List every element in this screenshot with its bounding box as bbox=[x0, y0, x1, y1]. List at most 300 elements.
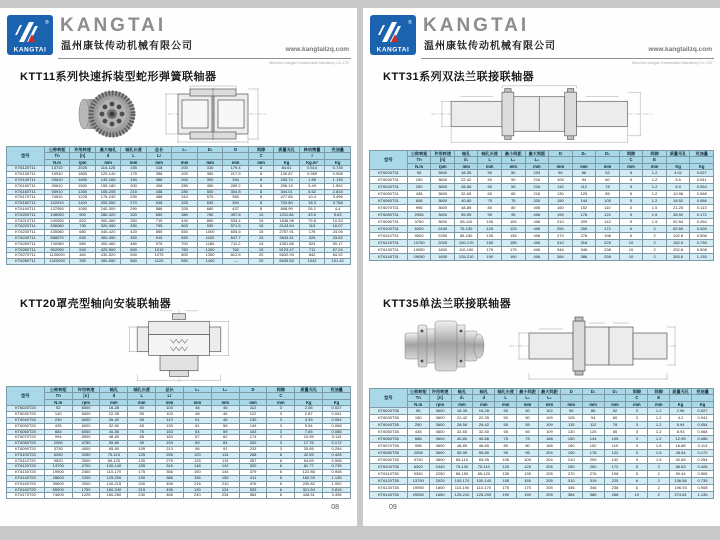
value-cell: 1211.84 bbox=[274, 212, 300, 218]
model-cell: KT6050T20 bbox=[7, 423, 45, 429]
value-cell: 60 bbox=[604, 415, 626, 422]
value-cell: 0.172 bbox=[690, 212, 714, 219]
value-cell: 310 bbox=[549, 240, 573, 247]
value-cell: 394 bbox=[223, 201, 249, 207]
value-cell: 55910 bbox=[44, 189, 70, 195]
table-row bbox=[370, 233, 714, 240]
model-cell: KT6100T31 bbox=[370, 226, 408, 233]
value-cell: 190 bbox=[478, 254, 502, 261]
value-cell: 1.5 bbox=[643, 212, 667, 219]
value-cell: 1650 bbox=[70, 177, 96, 183]
column-header: d bbox=[95, 153, 121, 159]
value-cell: 125 bbox=[517, 464, 539, 471]
column-header: 轴孔长度 bbox=[495, 389, 517, 395]
value-cell: 18.3 bbox=[299, 201, 325, 207]
value-cell: 150 bbox=[183, 470, 211, 476]
value-cell: 234 bbox=[211, 493, 239, 499]
value-cell: 477.65 bbox=[274, 195, 300, 201]
model-cell: KT6260T11 bbox=[7, 247, 45, 253]
model-cell: KT6230T11 bbox=[7, 230, 45, 236]
value-cell: 3600 bbox=[429, 450, 451, 457]
value-cell: 380 bbox=[172, 212, 198, 218]
value-cell: 105 bbox=[604, 436, 626, 443]
ktt35-spec-table bbox=[369, 388, 714, 499]
value-cell: 550 bbox=[172, 230, 198, 236]
value-cell: 205 bbox=[538, 464, 560, 471]
value-cell: 95 bbox=[495, 450, 517, 457]
value-cell: 3750 bbox=[407, 457, 429, 464]
value-cell: 84.92 bbox=[325, 253, 351, 259]
table-row bbox=[370, 443, 714, 450]
model-cell: KT6160T20 bbox=[7, 487, 45, 493]
column-header: mm bbox=[643, 163, 667, 169]
value-cell: 48 bbox=[183, 412, 211, 418]
table-row bbox=[370, 198, 714, 205]
value-cell: 5.94 bbox=[670, 422, 692, 429]
value-cell: 2200 bbox=[72, 475, 100, 481]
value-cell: 75 bbox=[478, 198, 502, 205]
value-cell: 100-170 bbox=[454, 240, 478, 247]
value-cell: 4351.88 bbox=[274, 241, 300, 247]
value-cell: 84.61 bbox=[274, 166, 300, 172]
value-cell: 156 bbox=[183, 475, 211, 481]
value-cell: 329 bbox=[299, 235, 325, 241]
value-cell: 150 bbox=[560, 436, 582, 443]
value-cell: 0.254 bbox=[323, 446, 351, 452]
value-cell: 850 bbox=[172, 259, 198, 265]
column-header: mm bbox=[197, 159, 223, 165]
value-cell: 59 bbox=[211, 429, 239, 435]
value-cell: 2 bbox=[643, 254, 667, 261]
value-cell: 3643.41 bbox=[274, 235, 300, 241]
value-cell: 84 bbox=[211, 441, 239, 447]
value-cell: 142 bbox=[604, 457, 626, 464]
value-cell: 65 bbox=[502, 191, 526, 198]
value-cell: 175 bbox=[299, 230, 325, 236]
value-cell: 162.9 bbox=[666, 240, 690, 247]
value-cell: 15 bbox=[248, 218, 274, 224]
value-cell: 270 bbox=[560, 471, 582, 478]
value-cell: 548 bbox=[146, 201, 172, 207]
value-cell: 200 bbox=[172, 172, 198, 178]
value-cell: 125-210 bbox=[454, 254, 478, 261]
value-cell: 258 bbox=[596, 254, 620, 261]
value-cell: 325 bbox=[172, 201, 198, 207]
value-cell: 0.172 bbox=[323, 441, 351, 447]
header-divider bbox=[58, 58, 351, 59]
value-cell: 2 bbox=[648, 485, 670, 492]
value-cell: 101.42 bbox=[325, 259, 351, 265]
column-header: L₂ bbox=[211, 387, 239, 393]
value-cell: 2.87 bbox=[295, 412, 323, 418]
value-cell: 1050 bbox=[70, 206, 96, 212]
value-cell: 350 bbox=[197, 172, 223, 178]
value-cell: 50 bbox=[478, 177, 502, 184]
model-cell: KT6190T11 bbox=[7, 206, 45, 212]
value-cell: 209 bbox=[572, 219, 596, 226]
table-row bbox=[7, 259, 351, 265]
ktt20-technical-drawing bbox=[99, 308, 259, 384]
value-cell: 3250 bbox=[72, 452, 100, 458]
value-cell: 1.5 bbox=[648, 450, 670, 457]
value-cell: 105 bbox=[502, 219, 526, 226]
value-cell: 10.53 bbox=[325, 218, 351, 224]
column-header: 间隙 bbox=[643, 151, 667, 157]
value-cell: 0.113 bbox=[323, 435, 351, 441]
value-cell: 85 bbox=[604, 429, 626, 436]
value-cell: 48-85 bbox=[451, 443, 473, 450]
value-cell: 215 bbox=[121, 189, 147, 195]
value-cell: 75 bbox=[495, 436, 517, 443]
column-header: 充油量 bbox=[323, 387, 351, 393]
model-cell: KT6020T31 bbox=[370, 170, 408, 177]
column-header: 最大间距 bbox=[525, 151, 549, 157]
value-cell: 250 bbox=[407, 422, 429, 429]
value-cell: 110-190 bbox=[451, 485, 473, 492]
value-cell: 0.908 bbox=[323, 470, 351, 476]
table-row bbox=[370, 408, 714, 415]
value-cell: 1.2 bbox=[643, 170, 667, 177]
model-cell: KT6120T31 bbox=[370, 240, 408, 247]
value-cell: 8 bbox=[248, 206, 274, 212]
value-cell: 0.735 bbox=[325, 166, 351, 172]
value-cell: 3 bbox=[267, 429, 295, 435]
website-url: www.kangtailzq.com bbox=[648, 46, 712, 53]
value-cell: 1.135 bbox=[325, 177, 351, 183]
model-cell: KT6030T35 bbox=[370, 415, 408, 422]
column-header: 轴孔 bbox=[473, 389, 495, 395]
value-cell: 125 bbox=[495, 464, 517, 471]
value-cell: 80 bbox=[517, 443, 539, 450]
value-cell: 680 bbox=[70, 230, 96, 236]
value-cell: 2.815 bbox=[323, 487, 351, 493]
value-cell: 130 bbox=[239, 417, 267, 423]
value-cell: 95 bbox=[502, 212, 526, 219]
value-cell: 39600 bbox=[44, 481, 72, 487]
value-cell: 125-210 bbox=[451, 492, 473, 499]
value-cell: 795 bbox=[146, 224, 172, 230]
value-cell: 254 bbox=[223, 177, 249, 183]
value-cell: 198 bbox=[604, 471, 626, 478]
column-header: mm bbox=[604, 401, 626, 407]
table-row bbox=[370, 450, 714, 457]
column-header: mm bbox=[538, 401, 560, 407]
value-cell: 1180 bbox=[197, 241, 223, 247]
value-cell: 438 bbox=[146, 189, 172, 195]
value-cell: 0.027 bbox=[692, 408, 714, 415]
value-cell: 163 bbox=[156, 435, 184, 441]
value-cell: 0.514 bbox=[299, 166, 325, 172]
kangtai-logo-icon bbox=[370, 15, 416, 55]
column-header: 间隙 bbox=[248, 147, 274, 153]
value-cell: 175 bbox=[502, 247, 526, 254]
model-cell: KT6170T11 bbox=[7, 195, 45, 201]
value-cell: 0.113 bbox=[692, 443, 714, 450]
value-cell: 252.8 bbox=[666, 247, 690, 254]
value-cell: 110-170 bbox=[100, 470, 128, 476]
value-cell: 2025 bbox=[70, 166, 96, 172]
value-cell: 350 bbox=[121, 218, 147, 224]
value-cell: 135 bbox=[478, 233, 502, 240]
value-cell: 80 bbox=[478, 205, 502, 212]
column-header: mm bbox=[100, 399, 128, 405]
column-header-model: 型号 bbox=[7, 387, 45, 406]
value-cell: 6 bbox=[267, 464, 295, 470]
kangtai-logo bbox=[370, 15, 416, 55]
value-cell: 193 bbox=[156, 441, 184, 447]
value-cell: 61 bbox=[183, 423, 211, 429]
value-cell: 130.87 bbox=[274, 172, 300, 178]
value-cell: 67.24 bbox=[325, 247, 351, 253]
value-cell: 0.426 bbox=[692, 464, 714, 471]
value-cell: 2 bbox=[648, 464, 670, 471]
value-cell: 200 bbox=[121, 183, 147, 189]
value-cell: 8 bbox=[248, 166, 274, 172]
model-cell: KT6210T11 bbox=[7, 218, 45, 224]
value-cell: 6 bbox=[267, 475, 295, 481]
value-cell: 1100 bbox=[197, 235, 223, 241]
value-cell: 130 bbox=[183, 487, 211, 493]
model-cell: KT6120T35 bbox=[370, 478, 408, 485]
value-cell: 190 bbox=[560, 450, 582, 457]
value-cell: 1.2 bbox=[643, 198, 667, 205]
value-cell: 150 bbox=[407, 415, 429, 422]
model-cell: KT6040T35 bbox=[370, 422, 408, 429]
value-cell: 46 bbox=[211, 406, 239, 412]
value-cell: 1.5 bbox=[643, 219, 667, 226]
value-cell: 0.508 bbox=[692, 471, 714, 478]
value-cell: 112 bbox=[572, 184, 596, 191]
value-cell: 204 bbox=[538, 450, 560, 457]
column-header: L₂ bbox=[525, 157, 549, 163]
logo-wordmark: KANGTAI bbox=[13, 46, 47, 54]
table-row bbox=[370, 422, 714, 429]
value-cell: 0.508 bbox=[323, 458, 351, 464]
value-cell: 1800 bbox=[70, 172, 96, 178]
value-cell: 3.39 bbox=[295, 417, 323, 423]
value-cell: 8 bbox=[248, 201, 274, 207]
value-cell: 178 bbox=[572, 212, 596, 219]
value-cell: 65-110 bbox=[451, 457, 473, 464]
value-cell: 310 bbox=[172, 195, 198, 201]
value-cell: 15 bbox=[248, 224, 274, 230]
value-cell: 316 bbox=[156, 464, 184, 470]
value-cell: 584 bbox=[239, 493, 267, 499]
model-cell: KT6080T31 bbox=[370, 212, 408, 219]
value-cell: 3600 bbox=[431, 205, 455, 212]
column-header: 轴孔长度 bbox=[478, 151, 502, 157]
value-cell: 6000 bbox=[72, 423, 100, 429]
value-cell: 300-360 bbox=[95, 218, 121, 224]
value-cell: 3.788 bbox=[325, 201, 351, 207]
value-cell: 163 bbox=[239, 429, 267, 435]
value-cell: 55 bbox=[407, 408, 429, 415]
value-cell: 155-180 bbox=[95, 183, 121, 189]
value-cell: 52.54 bbox=[666, 219, 690, 226]
value-cell: 2055 bbox=[407, 450, 429, 457]
value-cell: 1260 bbox=[197, 247, 223, 253]
value-cell: 160-240 bbox=[100, 487, 128, 493]
value-cell: 190 bbox=[502, 254, 526, 261]
value-cell: 1.5 bbox=[643, 205, 667, 212]
value-cell: 2050 bbox=[44, 441, 72, 447]
value-cell: 6050 bbox=[72, 429, 100, 435]
value-cell: 571.5 bbox=[223, 224, 249, 230]
value-cell: 102010 bbox=[44, 201, 70, 207]
value-cell: 198050 bbox=[44, 212, 70, 218]
value-cell: 0.113 bbox=[690, 205, 714, 212]
column-header: C bbox=[267, 393, 295, 399]
value-cell: 570 bbox=[197, 195, 223, 201]
value-cell: 50 bbox=[495, 408, 517, 415]
value-cell: 3 bbox=[626, 408, 648, 415]
value-cell: 0.254 bbox=[690, 219, 714, 226]
model-cell: KT6080T35 bbox=[370, 450, 408, 457]
value-cell: 346 bbox=[549, 247, 573, 254]
value-cell: 355 bbox=[223, 195, 249, 201]
value-cell: 144 bbox=[582, 436, 604, 443]
value-cell: 5.63 bbox=[325, 212, 351, 218]
value-cell: 3600 bbox=[429, 415, 451, 422]
value-cell: 155 bbox=[502, 240, 526, 247]
column-header: C bbox=[248, 153, 274, 159]
value-cell: 28-56 bbox=[454, 184, 478, 191]
table-row bbox=[370, 464, 714, 471]
value-cell: 81.77 bbox=[295, 464, 323, 470]
value-cell: 0.908 bbox=[692, 485, 714, 492]
value-cell: 608 bbox=[407, 198, 431, 205]
value-cell: 109 bbox=[538, 415, 560, 422]
value-cell: 103 bbox=[156, 412, 184, 418]
value-cell: 6 bbox=[626, 478, 648, 485]
value-cell: 2.06 bbox=[295, 406, 323, 412]
value-cell: 0.172 bbox=[692, 450, 714, 457]
column-header: E bbox=[643, 157, 667, 163]
value-cell: 1.135 bbox=[690, 254, 714, 261]
value-cell: 32-50 bbox=[100, 423, 128, 429]
column-header: Kg bbox=[274, 159, 300, 165]
column-header: mm bbox=[211, 399, 239, 405]
column-header: d₁ bbox=[451, 395, 473, 401]
value-cell: 700 bbox=[172, 241, 198, 247]
value-cell: 330 bbox=[70, 259, 96, 265]
value-cell: 975 bbox=[146, 241, 172, 247]
value-cell: 200 bbox=[239, 441, 267, 447]
value-cell: 3730 bbox=[44, 446, 72, 452]
table-row bbox=[370, 191, 714, 198]
value-cell: 43.5 bbox=[299, 212, 325, 218]
value-cell: 238 bbox=[604, 485, 626, 492]
value-cell: 1.2 bbox=[648, 408, 670, 415]
value-cell: 86 bbox=[572, 170, 596, 177]
value-cell: 5 bbox=[619, 219, 643, 226]
value-cell: 168 bbox=[538, 436, 560, 443]
value-cell: 540 bbox=[70, 247, 96, 253]
section-title-ktt35: KTT35单法兰联接联轴器 bbox=[383, 298, 512, 310]
value-cell: 113 bbox=[156, 417, 184, 423]
value-cell: 497.8 bbox=[223, 212, 249, 218]
value-cell: 3 bbox=[267, 417, 295, 423]
value-cell: 16.88 bbox=[670, 443, 692, 450]
model-cell: KT6040T31 bbox=[370, 184, 408, 191]
column-header: 充油量 bbox=[325, 147, 351, 153]
table-row bbox=[370, 254, 714, 261]
value-cell: 0.068 bbox=[690, 191, 714, 198]
value-cell: 2440 bbox=[429, 464, 451, 471]
value-cell: 105 bbox=[517, 457, 539, 464]
kangtai-logo-icon bbox=[7, 15, 53, 55]
value-cell: 420-500 bbox=[95, 247, 121, 253]
model-cell: KT6070T31 bbox=[370, 205, 408, 212]
column-header: I bbox=[299, 153, 325, 159]
value-cell: 3 bbox=[267, 435, 295, 441]
column-header: 转动惯量 bbox=[299, 147, 325, 153]
page-08 bbox=[0, 8, 357, 526]
value-cell: 17.76 bbox=[295, 441, 323, 447]
value-cell: 1650 bbox=[429, 492, 451, 499]
model-cell: KT6140T11 bbox=[7, 177, 45, 183]
value-cell: 205 bbox=[538, 471, 560, 478]
column-header: mm bbox=[95, 159, 121, 165]
table-row bbox=[370, 415, 714, 422]
value-cell: 320 bbox=[121, 212, 147, 218]
value-cell: 1.135 bbox=[692, 492, 714, 499]
value-cell: 160 bbox=[560, 443, 582, 450]
column-header: [n] bbox=[429, 395, 451, 401]
value-cell: 130 bbox=[560, 429, 582, 436]
value-cell: 75-130 bbox=[451, 464, 473, 471]
column-header: 公称转矩 bbox=[44, 387, 72, 393]
value-cell: 40-80 bbox=[454, 198, 478, 205]
ktt31-spec-table bbox=[369, 150, 714, 261]
column-header: mm bbox=[478, 163, 502, 169]
value-cell: 125 bbox=[572, 191, 596, 198]
value-cell: 150 bbox=[407, 177, 431, 184]
model-cell: KT6130T35 bbox=[370, 485, 408, 492]
ktt11-figures bbox=[0, 84, 357, 144]
value-cell: 240-300 bbox=[95, 206, 121, 212]
column-header: mm bbox=[183, 399, 211, 405]
column-header: mm bbox=[596, 163, 620, 169]
value-cell: 82.65 bbox=[666, 226, 690, 233]
model-cell: KT6130T11 bbox=[7, 172, 45, 178]
value-cell: 386 bbox=[572, 254, 596, 261]
value-cell: 630 bbox=[70, 235, 96, 241]
column-header: L bbox=[495, 395, 517, 401]
value-cell: 1042 bbox=[299, 259, 325, 265]
value-cell: 56 bbox=[211, 423, 239, 429]
value-cell: 135 bbox=[502, 233, 526, 240]
value-cell: 125-200 bbox=[473, 492, 495, 499]
value-cell: 435080 bbox=[44, 230, 70, 236]
value-cell: 3600 bbox=[431, 170, 455, 177]
value-cell: 3600 bbox=[431, 184, 455, 191]
table-row bbox=[370, 177, 714, 184]
value-cell: 125 bbox=[183, 458, 211, 464]
table-row bbox=[370, 247, 714, 254]
value-cell: 100-170 bbox=[451, 478, 473, 485]
value-cell: 998 bbox=[407, 443, 429, 450]
value-cell: 3600 bbox=[429, 408, 451, 415]
value-cell: 2 bbox=[648, 471, 670, 478]
value-cell: 346 bbox=[572, 247, 596, 254]
value-cell: 3.49 bbox=[299, 183, 325, 189]
value-cell: 125 bbox=[478, 226, 502, 233]
value-cell: 400-460 bbox=[95, 241, 121, 247]
value-cell: 78 bbox=[604, 422, 626, 429]
column-header: Kg bbox=[692, 401, 714, 407]
value-cell: 16-28 bbox=[473, 408, 495, 415]
